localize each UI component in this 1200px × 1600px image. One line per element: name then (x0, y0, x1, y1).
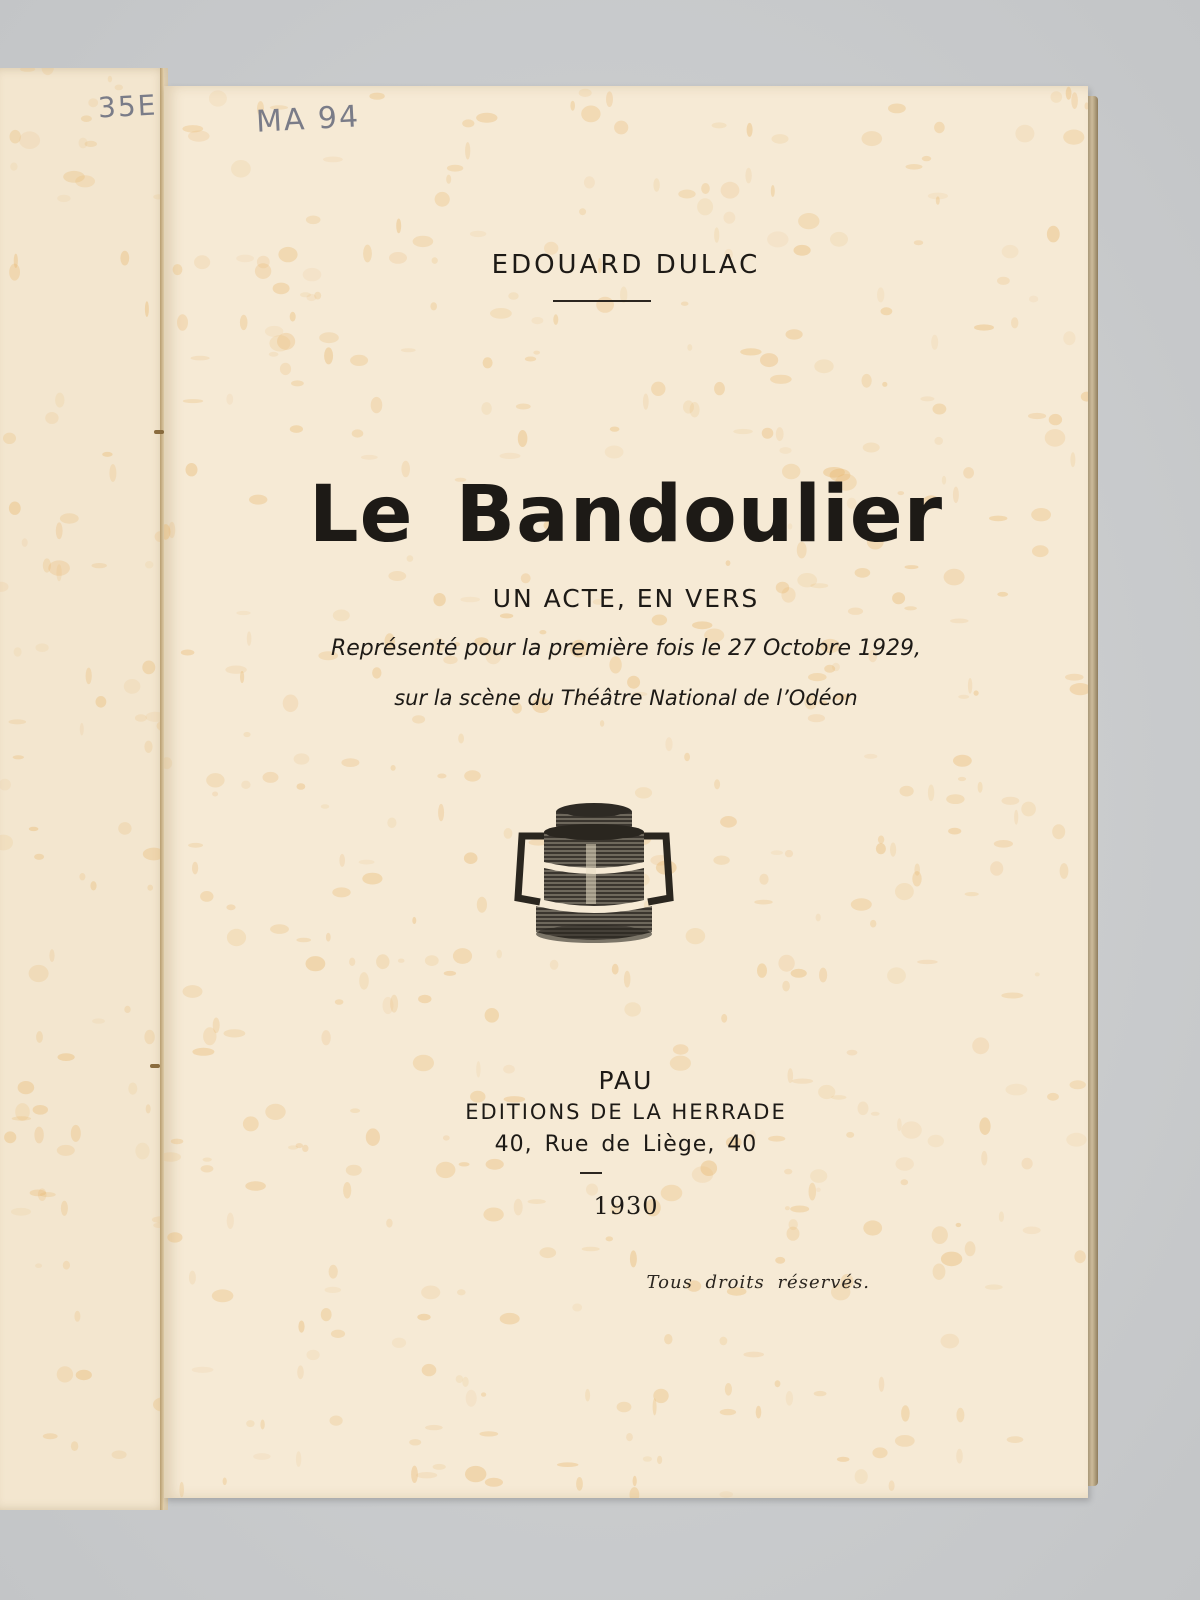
foxing-spot (96, 696, 107, 708)
foxing-spot (10, 130, 21, 144)
foxing-spot (49, 949, 54, 962)
author-rule (553, 300, 651, 302)
foxing-spot (55, 393, 64, 408)
foxing-spot (19, 131, 40, 149)
binding-stitch (150, 1064, 160, 1068)
foxing-spot (146, 1104, 151, 1113)
foxing-spot (57, 1145, 75, 1156)
foxing-spot (34, 854, 44, 860)
foxing-spot (0, 835, 13, 851)
foxing-spot (14, 254, 18, 268)
foxing-spot (81, 115, 92, 122)
foxing-spot (92, 563, 107, 568)
foxing-spot (112, 1450, 127, 1459)
foxing-spot (0, 582, 9, 592)
foxing-spot (142, 661, 155, 675)
foxing-spot (145, 301, 149, 317)
foxing-spot (11, 1208, 31, 1216)
foxing-spot (4, 1131, 16, 1143)
foxing-spot (60, 513, 79, 523)
foxing-spot (29, 965, 49, 982)
foxing-spot (74, 1311, 80, 1322)
foxing-spot (118, 822, 131, 835)
foxing-spot (10, 163, 17, 171)
title-page-content (164, 86, 1088, 1498)
foxing-spot (13, 755, 24, 759)
foxing-spot (71, 1125, 81, 1142)
publication-city: PAU (598, 1066, 654, 1095)
foxing-spot (34, 1127, 43, 1144)
foxing-spot (120, 251, 129, 266)
foxing-spot (92, 1018, 105, 1023)
foxing-spot (108, 76, 112, 83)
foxing-spot (61, 1201, 68, 1216)
foxing-spot (8, 719, 26, 724)
foxing-spot (22, 538, 28, 547)
publisher-name: EDITIONS DE LA HERRADE (465, 1100, 787, 1124)
foxing-spot (33, 1105, 48, 1115)
foxing-spot (135, 1143, 149, 1160)
foxing-spot (63, 171, 85, 183)
foxing-spot (80, 723, 84, 736)
foxing-spot (18, 1081, 35, 1094)
foxing-spot (43, 1433, 58, 1439)
foxing-spot (124, 1006, 130, 1013)
premiere-line: Représenté pour la première fois le 27 Octobre 1929, (330, 636, 922, 661)
publisher-address: 40, Rue de Liège, 40 (494, 1132, 758, 1157)
foxing-spot (144, 1030, 154, 1044)
year-rule (580, 1172, 602, 1174)
foxing-spot (36, 1031, 43, 1043)
foxing-spot (145, 561, 153, 568)
foxing-spot (57, 1366, 73, 1382)
foxing-spot (58, 1053, 75, 1061)
publication-year: 1930 (593, 1192, 659, 1220)
foxing-spot (30, 1190, 46, 1197)
foxing-spot (48, 560, 70, 575)
binding-stitch (154, 430, 164, 434)
foxing-spot (124, 679, 141, 694)
foxing-spot (15, 1103, 30, 1121)
lantern-emblem-icon (514, 798, 674, 958)
foxing-spot (102, 452, 112, 457)
stage-line: sur la scène du Théâtre National de l’Odéon (394, 686, 858, 710)
left-page (0, 68, 168, 1510)
foxing-spot (71, 1441, 78, 1451)
foxing-spot (76, 1370, 92, 1380)
foxing-spot (90, 881, 96, 890)
foxing-spot (135, 714, 147, 722)
foxing-spot (57, 195, 70, 202)
foxing-spot (86, 668, 92, 685)
foxing-spot (45, 412, 58, 424)
left-page-foxing (0, 68, 168, 1510)
foxing-spot (128, 1083, 137, 1095)
foxing-spot (56, 522, 63, 539)
rights-notice: Tous droits réservés. (646, 1272, 870, 1293)
foxing-spot (20, 68, 35, 72)
foxing-spot (147, 885, 153, 891)
foxing-spot (63, 1261, 70, 1270)
foxing-spot (144, 741, 152, 753)
left-page-handwritten-note: 35E (97, 88, 159, 125)
book-title: Le Bandoulier (308, 470, 944, 560)
foxing-spot (0, 779, 11, 791)
foxing-spot (42, 68, 54, 75)
foxing-spot (79, 873, 85, 880)
author-name: EDOUARD DULAC (491, 250, 761, 280)
book-subtitle: UN ACTE, EN VERS (492, 584, 760, 613)
foxing-spot (3, 433, 16, 444)
foxing-spot (109, 464, 116, 482)
foxing-spot (9, 502, 21, 515)
foxing-spot (85, 141, 97, 147)
foxing-spot (36, 643, 49, 652)
foxing-spot (35, 1263, 42, 1268)
foxing-spot (29, 827, 39, 831)
title-page-handwritten-note: MA 94 (255, 99, 361, 140)
foxing-spot (14, 647, 22, 656)
